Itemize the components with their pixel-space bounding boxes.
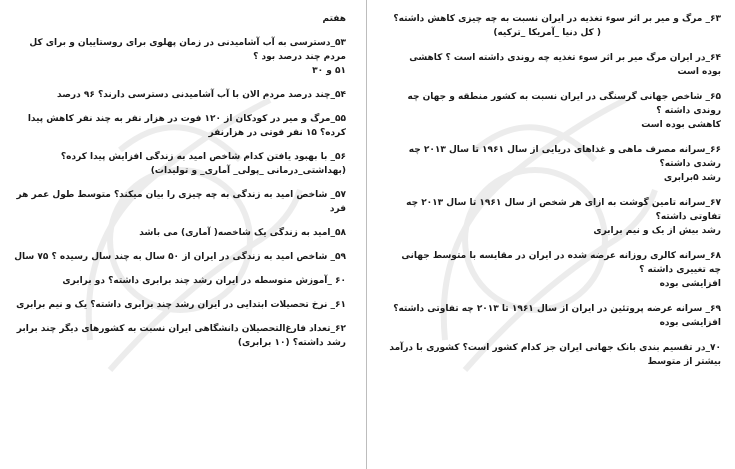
- list-item: [14, 36, 346, 78]
- list-item: [389, 302, 721, 330]
- list-item: [14, 88, 346, 102]
- question-text: ۶۰ _آموزش متوسطه در ایران رشد چند برابری داشته؟ دو برابری: [62, 276, 346, 286]
- page-divider: [366, 0, 367, 469]
- list-item: [14, 112, 346, 140]
- left-page: [0, 0, 360, 469]
- answer-text: ( کل دنیا _آمریکا _ترکیه): [493, 28, 601, 38]
- question-text: ۷۰_در تقسیم بندی بانک جهانی ایران جز کدام کشور است؟ کشوری با درآمد بیشتر از متوسط: [389, 343, 721, 367]
- question-text: ۶۹_ سرانه عرضه پروتئین در ایران از سال ۱۹۶۱ تا ۲۰۱۳ چه تفاوتی داشته؟: [393, 304, 721, 314]
- question-text: ۶۶_سرانه مصرف ماهی و غذاهای دریایی از سال ۱۹۶۱ تا سال ۲۰۱۳ چه رشدی داشته؟: [408, 145, 721, 169]
- list-item: [389, 12, 721, 40]
- list-item: [389, 143, 721, 185]
- list-item: [14, 226, 346, 240]
- section-heading: هفتم: [322, 14, 346, 24]
- list-item: [389, 341, 721, 369]
- list-item: [14, 150, 346, 178]
- answer-text: رشد ۵برابری: [663, 173, 721, 183]
- question-text: ۵۶_ با بهبود یافتن کدام شاخص امید به زندگی افزایش پیدا کرده؟: [60, 152, 346, 162]
- question-text: ۶۸_سرانه کالری روزانه عرضه شده در ایران در مقایسه با متوسط جهانی چه تغییری داشته ؟: [401, 251, 721, 275]
- question-text: ۵۸_امید به زندگی یک شاخصه( آماری) می باشد: [139, 228, 346, 238]
- list-item: [14, 250, 346, 264]
- question-text: ۵۵_مرگ و میر در کودکان از ۱۲۰ فوت در هزار نفر به چند نفر کاهش پیدا کرده؟ ۱۵ نفر فوتی در هزارنفر: [27, 114, 346, 138]
- answer-text: افزایشی بوده: [659, 279, 721, 289]
- question-text: ۶۴_در ایران مرگ میر بر اثر سوء تغذیه چه روندی داشته است ؟ کاهشی بوده است: [409, 53, 721, 77]
- answer-text: افزایشی بوده: [659, 318, 721, 328]
- list-item: [14, 274, 346, 288]
- answer-text: کاهشی بوده است: [641, 120, 721, 130]
- question-text: ۵۳_دسترسی به آب آشامیدنی در زمان پهلوی برای روستاییان و برای کل مردم چند درصد بود ؟: [29, 38, 346, 62]
- list-item: [389, 51, 721, 79]
- list-item: [14, 188, 346, 216]
- answer-text: ۵۱ و ۳۰: [312, 66, 346, 76]
- right-items: [375, 0, 735, 369]
- question-text: ۵۹_ شاخص امید به زندگی در ایران از ۵۰ سال به چند سال رسیده ؟ ۷۵ سال: [14, 252, 346, 262]
- question-text: ۶۱_ نرخ تحصیلات ابتدایی در ایران رشد چند برابری داشته؟ یک و نیم برابری: [16, 300, 346, 310]
- question-text: ۵۷_ شاخص امید به زندگی به چه چیزی را بیان میکند؟ متوسط طول عمر هر فرد: [16, 190, 346, 214]
- answer-text: رشد بیش از یک و نیم برابری: [593, 226, 721, 236]
- list-item: [389, 249, 721, 291]
- question-text: ۶۳_ مرگ و میر بر اثر سوء تغذیه در ایران نسبت به چه چیزی کاهش داشته؟: [393, 14, 721, 24]
- question-text: ۶۲_تعداد فارغ‌التحصیلان دانشگاهی ایران نسبت به کشورهای دیگر چند برابر رشد داشته؟ (۱۰ برابری): [16, 324, 346, 348]
- list-item: [389, 196, 721, 238]
- left-items: [0, 0, 360, 350]
- question-text: ۵۴_چند درصد مردم الان با آب آشامیدنی دسترسی دارند؟ ۹۶ درصد: [57, 90, 346, 100]
- question-text: ۶۷_سرانه تامین گوشت به ازای هر شخص از سال ۱۹۶۱ تا سال ۲۰۱۳ چه تفاوتی داشته؟: [406, 198, 721, 222]
- list-item: [389, 90, 721, 132]
- list-item: [14, 298, 346, 312]
- answer-text: (بهداشتی_درمانی _پولی_ آماری_ و تولیدات): [150, 166, 346, 176]
- question-text: ۶۵_ شاخص جهانی گرسنگی در ایران نسبت به کشور منطقه و جهان چه روندی داشته ؟: [407, 92, 721, 116]
- right-page: [375, 0, 735, 469]
- list-item: [14, 322, 346, 350]
